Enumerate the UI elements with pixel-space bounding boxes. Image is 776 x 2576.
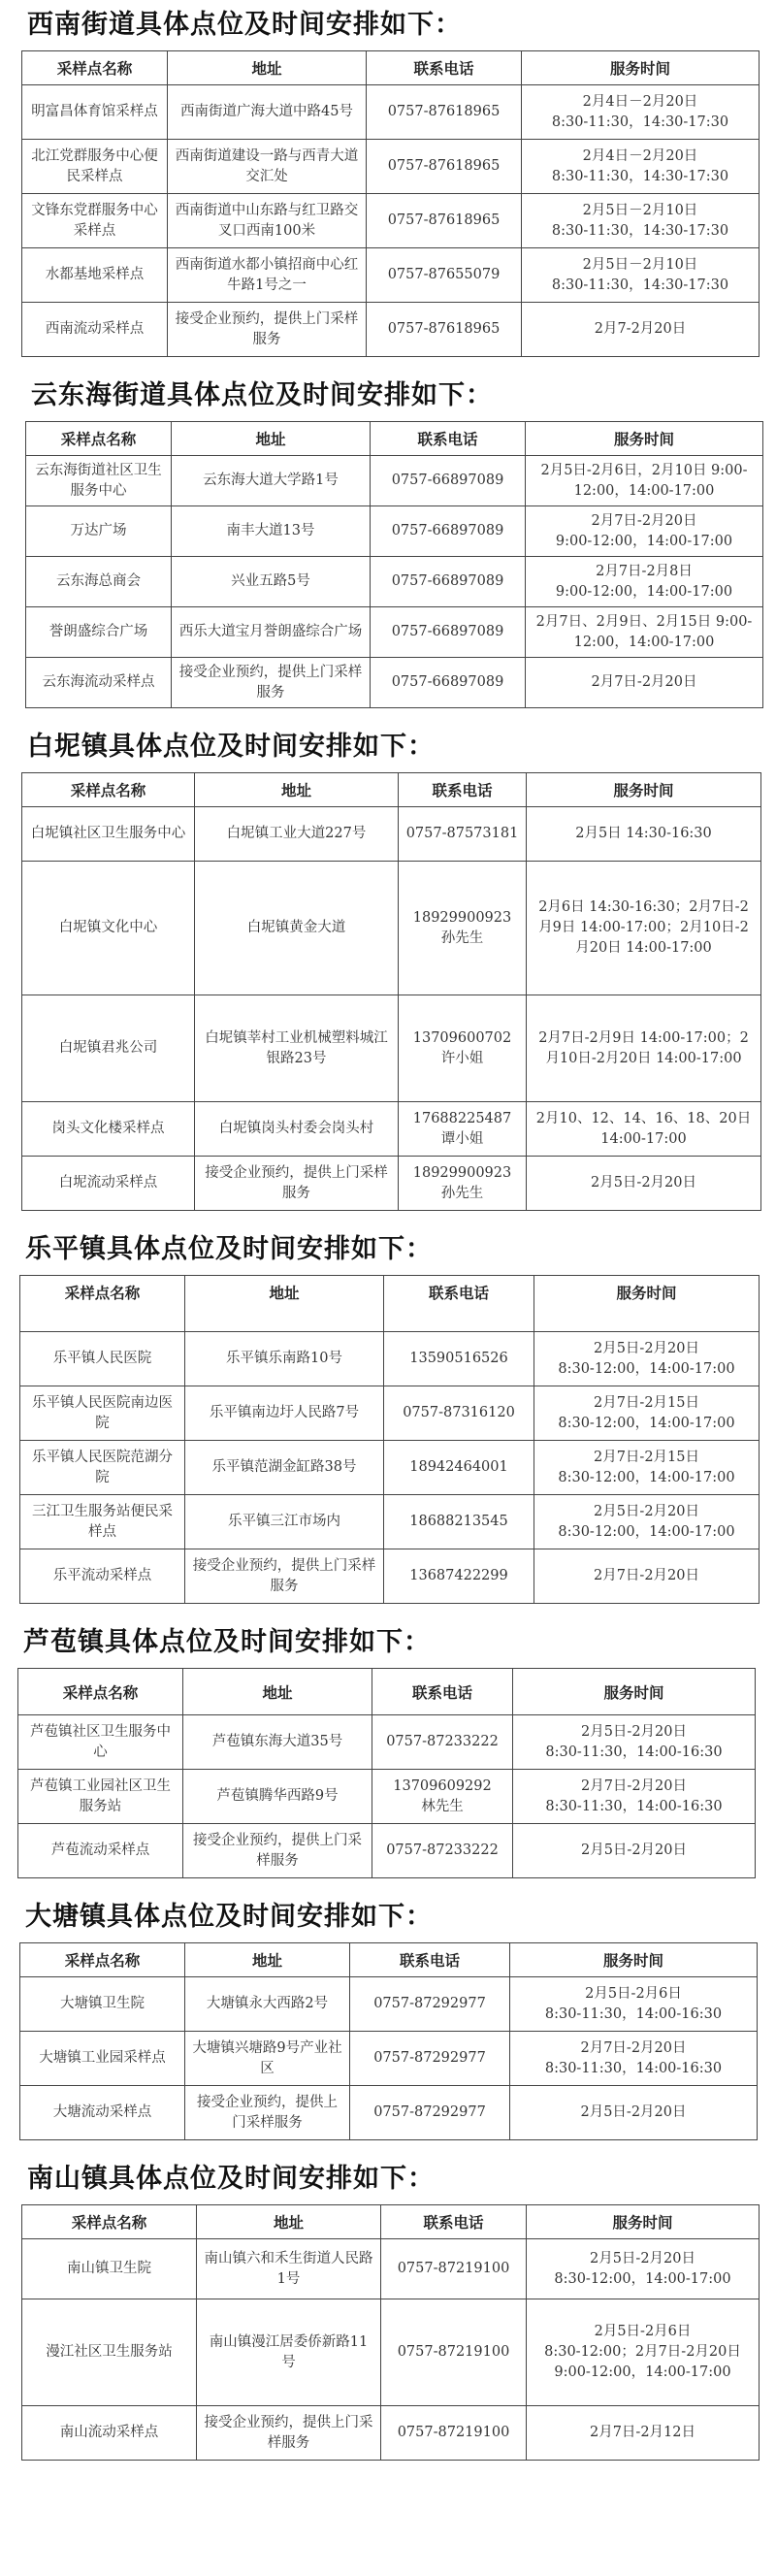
header-site-name: 采样点名称: [22, 773, 195, 807]
service-time-cell: 2月7日-2月9日 14:00-17:00；2月10日-2月20日 14:00-17:00: [527, 995, 761, 1102]
phone-cell: 18688213545: [384, 1495, 534, 1549]
phone-cell: 0757-87618965: [367, 140, 522, 194]
section-title: 白坭镇具体点位及时间安排如下：: [27, 732, 435, 762]
site-name-cell: 大塘流动采样点: [20, 2086, 185, 2140]
service-time-cell: 2月6日 14:30-16:30；2月7日-2月9日 14:00-17:00；2月10日-2月20日 14:00-17:00: [527, 862, 761, 995]
table-row: [22, 248, 760, 303]
address-cell: 接受企业预约，提供上门采样服务: [168, 303, 367, 357]
table-row: [22, 807, 761, 862]
address-cell: 乐平镇南边圩人民路7号: [185, 1386, 384, 1441]
header-phone: 联系电话: [350, 1943, 510, 1977]
schedule-table: [17, 1668, 756, 1878]
header-address: 地址: [172, 422, 371, 456]
address-cell: 大塘镇兴塘路9号产业社区: [185, 2032, 350, 2086]
phone-cell: 0757-87219100: [381, 2239, 527, 2299]
schedule-table: [21, 2204, 760, 2461]
service-time-cell: 2月7日-2月20日 8:30-11:30，14:00-16:30: [513, 1770, 756, 1824]
site-name-cell: 芦苞镇社区卫生服务中心: [18, 1715, 183, 1770]
address-cell: 兴业五路5号: [172, 557, 371, 607]
address-cell: 西乐大道宝月誉朗盛综合广场: [172, 607, 371, 658]
phone-cell: 0757-87655079: [367, 248, 522, 303]
table-row: [20, 2032, 758, 2086]
header-phone: 联系电话: [381, 2205, 527, 2239]
header-address: 地址: [183, 1669, 372, 1715]
header-service-time: 服务时间: [527, 2205, 760, 2239]
address-cell: 大塘镇永大西路2号: [185, 1977, 350, 2032]
table-row: [22, 2299, 760, 2406]
header-phone: 联系电话: [372, 1669, 513, 1715]
site-name-cell: 云东海街道社区卫生服务中心: [26, 456, 172, 506]
header-site-name: 采样点名称: [18, 1669, 183, 1715]
site-name-cell: 南山镇卫生院: [22, 2239, 197, 2299]
header-site-name: 采样点名称: [20, 1943, 185, 1977]
service-time-cell: 2月7日-2月20日: [526, 658, 763, 708]
phone-cell: 0757-87233222: [372, 1824, 513, 1878]
table-row: [22, 140, 760, 194]
phone-cell: 0757-66897089: [371, 658, 526, 708]
phone-cell: 0757-66897089: [371, 607, 526, 658]
site-name-cell: 岗头文化楼采样点: [22, 1102, 195, 1157]
header-service-time: 服务时间: [510, 1943, 758, 1977]
table-row: [26, 456, 763, 506]
service-time-cell: 2月5日-2月20日 8:30-12:00，14:00-17:00: [534, 1495, 760, 1549]
service-time-cell: 2月5日-2月6日 8:30-12:00；2月7日-2月20日 9:00-12:00，14:00-17:00: [527, 2299, 760, 2406]
service-time-cell: 2月7日-2月20日: [534, 1549, 760, 1604]
section-title: 南山镇具体点位及时间安排如下：: [27, 2164, 435, 2194]
address-cell: 白坭镇黄金大道: [195, 862, 399, 995]
service-time-cell: 2月5日-2月20日: [527, 1157, 761, 1211]
table-header-row: [22, 2205, 760, 2239]
service-time-cell: 2月5日-2月20日 8:30-11:30，14:00-16:30: [513, 1715, 756, 1770]
table-row: [20, 1977, 758, 2032]
section-xinan: [21, 8, 776, 357]
section-title: 大塘镇具体点位及时间安排如下：: [25, 1902, 433, 1932]
address-cell: 接受企业预约，提供上门采样服务: [183, 1824, 372, 1878]
section-baini: [21, 730, 776, 1211]
site-name-cell: 西南流动采样点: [22, 303, 168, 357]
address-cell: 西南街道广海大道中路45号: [168, 85, 367, 140]
header-site-name: 采样点名称: [26, 422, 172, 456]
table-row: [26, 506, 763, 557]
service-time-cell: 2月5日-2月20日 8:30-12:00，14:00-17:00: [534, 1332, 760, 1386]
header-service-time: 服务时间: [522, 51, 760, 85]
table-row: [22, 2406, 760, 2461]
table-row: [20, 1441, 760, 1495]
header-phone: 联系电话: [371, 422, 526, 456]
address-cell: 白坭镇莘村工业机械塑料城江银路23号: [195, 995, 399, 1102]
table-header-row: [22, 51, 760, 85]
table-header-row: [20, 1943, 758, 1977]
site-name-cell: 乐平镇人民医院范湖分院: [20, 1441, 185, 1495]
table-row: [26, 607, 763, 658]
header-service-time: 服务时间: [513, 1669, 756, 1715]
schedule-table: [19, 1942, 758, 2140]
site-name-cell: 乐平镇人民医院南边医院: [20, 1386, 185, 1441]
address-cell: 乐平镇乐南路10号: [185, 1332, 384, 1386]
address-cell: 接受企业预约，提供上门采样服务: [185, 2086, 350, 2140]
service-time-cell: 2月7日-2月20日 9:00-12:00，14:00-17:00: [526, 506, 763, 557]
address-cell: 接受企业预约，提供上门采样服务: [195, 1157, 399, 1211]
phone-cell: 13709609292 林先生: [372, 1770, 513, 1824]
table-row: [18, 1770, 756, 1824]
site-name-cell: 水都基地采样点: [22, 248, 168, 303]
address-cell: 芦苞镇东海大道35号: [183, 1715, 372, 1770]
section-datang: [19, 1900, 776, 2140]
section-title: 西南街道具体点位及时间安排如下：: [27, 10, 462, 40]
table-row: [22, 194, 760, 248]
service-time-cell: 2月5日-2月20日: [513, 1824, 756, 1878]
table-row: [20, 1332, 760, 1386]
phone-cell: 0757-66897089: [371, 506, 526, 557]
table-row: [26, 557, 763, 607]
phone-cell: 13687422299: [384, 1549, 534, 1604]
header-site-name: 采样点名称: [20, 1276, 185, 1332]
site-name-cell: 乐平镇人民医院: [20, 1332, 185, 1386]
service-time-cell: 2月7日-2月15日 8:30-12:00，14:00-17:00: [534, 1386, 760, 1441]
table-row: [26, 658, 763, 708]
table-header-row: [26, 422, 763, 456]
site-name-cell: 白坭镇社区卫生服务中心: [22, 807, 195, 862]
phone-cell: 18942464001: [384, 1441, 534, 1495]
schedule-table: [21, 772, 761, 1211]
site-name-cell: 白坭流动采样点: [22, 1157, 195, 1211]
header-service-time: 服务时间: [526, 422, 763, 456]
phone-cell: 18929900923 孙先生: [399, 862, 527, 995]
address-cell: 西南街道建设一路与西青大道交汇处: [168, 140, 367, 194]
phone-cell: 0757-87292977: [350, 2032, 510, 2086]
service-time-cell: 2月10、12、14、16、18、20日 14:00-17:00: [527, 1102, 761, 1157]
phone-cell: 0757-87618965: [367, 194, 522, 248]
phone-cell: 18929900923 孙先生: [399, 1157, 527, 1211]
service-time-cell: 2月5日-2月6日，2月10日 9:00-12:00，14:00-17:00: [526, 456, 763, 506]
service-time-cell: 2月7日-2月15日 8:30-12:00，14:00-17:00: [534, 1441, 760, 1495]
phone-cell: 0757-87292977: [350, 2086, 510, 2140]
site-name-cell: 白坭镇文化中心: [22, 862, 195, 995]
table-header-row: [18, 1669, 756, 1715]
address-cell: 白坭镇工业大道227号: [195, 807, 399, 862]
site-name-cell: 万达广场: [26, 506, 172, 557]
phone-cell: 0757-87233222: [372, 1715, 513, 1770]
table-row: [22, 303, 760, 357]
table-row: [22, 995, 761, 1102]
service-time-cell: 2月5日 14:30-16:30: [527, 807, 761, 862]
site-name-cell: 大塘镇工业园采样点: [20, 2032, 185, 2086]
section-title: 芦苞镇具体点位及时间安排如下：: [23, 1627, 431, 1657]
table-row: [20, 1495, 760, 1549]
service-time-cell: 2月7日-2月8日 9:00-12:00，14:00-17:00: [526, 557, 763, 607]
phone-cell: 0757-87316120: [384, 1386, 534, 1441]
site-name-cell: 三江卫生服务站便民采样点: [20, 1495, 185, 1549]
table-row: [22, 862, 761, 995]
address-cell: 南山镇漫江居委侨新路11号: [197, 2299, 381, 2406]
section-title: 乐平镇具体点位及时间安排如下：: [25, 1234, 433, 1264]
service-time-cell: 2月4日－2月20日 8:30-11:30，14:30-17:30: [522, 85, 760, 140]
header-address: 地址: [185, 1276, 384, 1332]
service-time-cell: 2月5日-2月20日 8:30-12:00，14:00-17:00: [527, 2239, 760, 2299]
site-name-cell: 大塘镇卫生院: [20, 1977, 185, 2032]
phone-cell: 0757-66897089: [371, 557, 526, 607]
section-title: 云东海街道具体点位及时间安排如下：: [31, 380, 493, 410]
address-cell: 芦苞镇腾华西路9号: [183, 1770, 372, 1824]
table-row: [22, 85, 760, 140]
address-cell: 南丰大道13号: [172, 506, 371, 557]
table-row: [22, 1157, 761, 1211]
phone-cell: 0757-87618965: [367, 303, 522, 357]
section-yundonghai: [25, 378, 776, 708]
site-name-cell: 北江党群服务中心便民采样点: [22, 140, 168, 194]
address-cell: 南山镇六和禾生街道人民路1号: [197, 2239, 381, 2299]
phone-cell: 13590516526: [384, 1332, 534, 1386]
site-name-cell: 文锋东党群服务中心采样点: [22, 194, 168, 248]
phone-cell: 13709600702 许小姐: [399, 995, 527, 1102]
table-header-row: [22, 773, 761, 807]
address-cell: 乐平镇三江市场内: [185, 1495, 384, 1549]
address-cell: 白坭镇岗头村委会岗头村: [195, 1102, 399, 1157]
service-time-cell: 2月5日-2月20日: [510, 2086, 758, 2140]
site-name-cell: 芦苞流动采样点: [18, 1824, 183, 1878]
service-time-cell: 2月7日、2月9日、2月15日 9:00-12:00，14:00-17:00: [526, 607, 763, 658]
phone-cell: 0757-87219100: [381, 2406, 527, 2461]
address-cell: 西南街道水都小镇招商中心红牛路1号之一: [168, 248, 367, 303]
phone-cell: 0757-87219100: [381, 2299, 527, 2406]
address-cell: 西南街道中山东路与红卫路交叉口西南100米: [168, 194, 367, 248]
phone-cell: 0757-87292977: [350, 1977, 510, 2032]
phone-cell: 17688225487 谭小姐: [399, 1102, 527, 1157]
service-time-cell: 2月5日－2月10日 8:30-11:30，14:30-17:30: [522, 248, 760, 303]
table-row: [22, 2239, 760, 2299]
table-header-row: [20, 1276, 760, 1332]
section-nanshan: [21, 2162, 776, 2461]
header-phone: 联系电话: [384, 1276, 534, 1332]
header-phone: 联系电话: [367, 51, 522, 85]
header-address: 地址: [168, 51, 367, 85]
site-name-cell: 芦苞镇工业园社区卫生服务站: [18, 1770, 183, 1824]
table-row: [18, 1824, 756, 1878]
table-row: [20, 2086, 758, 2140]
header-address: 地址: [195, 773, 399, 807]
site-name-cell: 漫江社区卫生服务站: [22, 2299, 197, 2406]
site-name-cell: 云东海总商会: [26, 557, 172, 607]
address-cell: 乐平镇范湖金缸路38号: [185, 1441, 384, 1495]
address-cell: 接受企业预约，提供上门采样服务: [197, 2406, 381, 2461]
service-time-cell: 2月4日－2月20日 8:30-11:30，14:30-17:30: [522, 140, 760, 194]
header-site-name: 采样点名称: [22, 2205, 197, 2239]
phone-cell: 0757-66897089: [371, 456, 526, 506]
header-address: 地址: [185, 1943, 350, 1977]
service-time-cell: 2月7日-2月12日: [527, 2406, 760, 2461]
site-name-cell: 云东海流动采样点: [26, 658, 172, 708]
site-name-cell: 白坭镇君兆公司: [22, 995, 195, 1102]
header-phone: 联系电话: [399, 773, 527, 807]
schedule-table: [25, 421, 763, 708]
service-time-cell: 2月5日-2月6日 8:30-11:30，14:00-16:30: [510, 1977, 758, 2032]
table-row: [20, 1549, 760, 1604]
phone-cell: 0757-87618965: [367, 85, 522, 140]
site-name-cell: 南山流动采样点: [22, 2406, 197, 2461]
header-service-time: 服务时间: [527, 773, 761, 807]
header-service-time: 服务时间: [534, 1276, 760, 1332]
site-name-cell: 乐平流动采样点: [20, 1549, 185, 1604]
section-lubao: [17, 1625, 776, 1878]
site-name-cell: 明富昌体育馆采样点: [22, 85, 168, 140]
table-row: [18, 1715, 756, 1770]
header-site-name: 采样点名称: [22, 51, 168, 85]
site-name-cell: 誉朗盛综合广场: [26, 607, 172, 658]
phone-cell: 0757-87573181: [399, 807, 527, 862]
address-cell: 接受企业预约，提供上门采样服务: [185, 1549, 384, 1604]
service-time-cell: 2月7-2月20日: [522, 303, 760, 357]
section-leping: [19, 1232, 776, 1604]
schedule-table: [21, 50, 760, 357]
header-address: 地址: [197, 2205, 381, 2239]
table-row: [20, 1386, 760, 1441]
address-cell: 接受企业预约，提供上门采样服务: [172, 658, 371, 708]
schedule-table: [19, 1275, 760, 1604]
table-row: [22, 1102, 761, 1157]
address-cell: 云东海大道大学路1号: [172, 456, 371, 506]
service-time-cell: 2月7日-2月20日 8:30-11:30，14:00-16:30: [510, 2032, 758, 2086]
service-time-cell: 2月5日－2月10日 8:30-11:30，14:30-17:30: [522, 194, 760, 248]
